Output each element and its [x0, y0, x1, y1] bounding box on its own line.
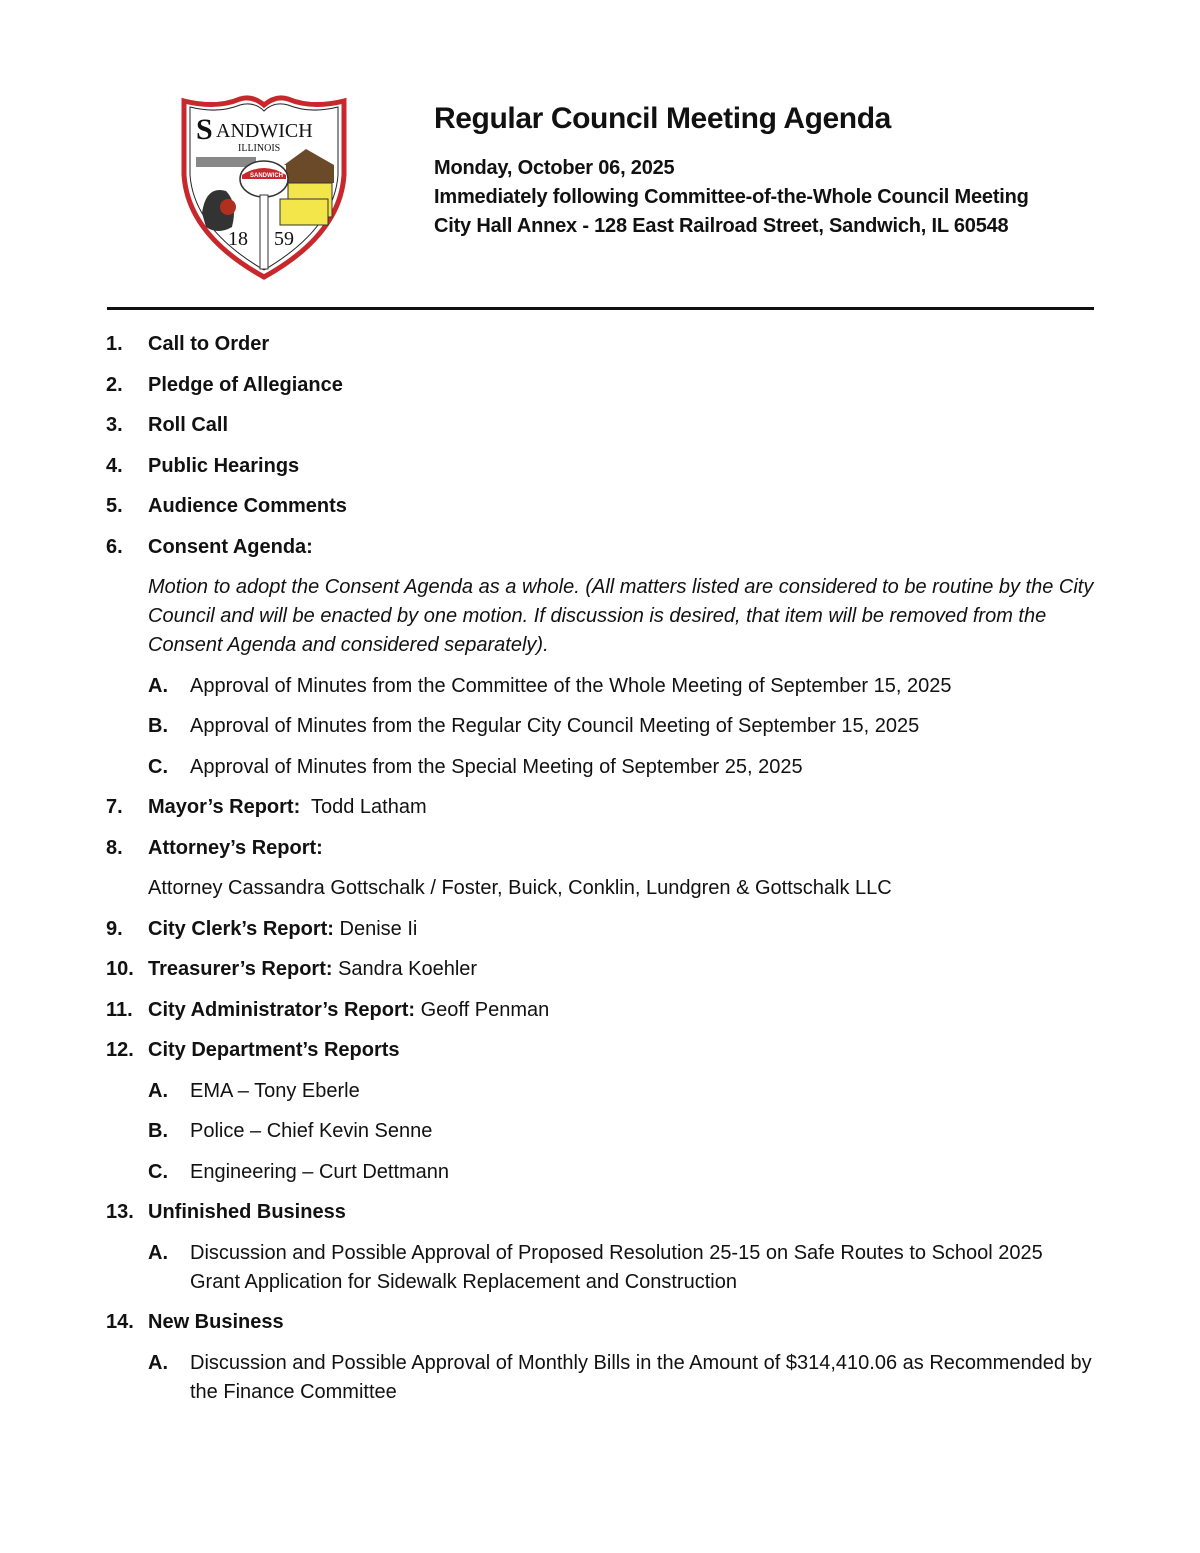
item-number: 3.	[106, 414, 123, 436]
agenda-item	[106, 452, 1096, 481]
item-label: Unfinished Business	[148, 1201, 346, 1223]
sub-item-text: Approval of Minutes from the Regular City Council Meeting of September 15, 2025	[190, 715, 920, 737]
attorney-note: Attorney Cassandra Gottschalk / Foster, Buick, Conklin, Lundgren & Gottschalk LLC	[148, 877, 892, 899]
item-number: 4.	[106, 454, 123, 477]
item-number: 6.	[106, 535, 123, 558]
sub-item	[148, 1117, 1096, 1146]
sub-item	[148, 753, 1096, 782]
sub-item	[148, 1077, 1096, 1106]
item-label: Treasurer’s Report:	[148, 958, 333, 980]
sub-item	[148, 1158, 1096, 1187]
sub-item-letter: A.	[148, 1241, 168, 1264]
item-number: 8.	[106, 836, 123, 859]
item-number: 14.	[106, 1311, 134, 1333]
item-label: Call to Order	[148, 333, 270, 355]
item-label: Consent Agenda:	[148, 535, 313, 558]
sub-item-letter: C.	[148, 755, 168, 778]
sub-item-text: Engineering – Curt Dettmann	[190, 1160, 450, 1183]
sub-item-text: Discussion and Possible Approval of Monthly Bills in the Amount of $314,410.06 as Recommended by the Finance Committee	[190, 1351, 1092, 1403]
sub-item	[148, 1349, 1096, 1407]
svg-text:59: 59	[274, 228, 294, 250]
sub-item	[148, 1239, 1096, 1297]
agenda-item-clerk	[106, 915, 1096, 944]
sub-item-letter: A.	[148, 1079, 168, 1102]
item-number: 13.	[106, 1201, 134, 1223]
agenda-item-treasurer	[106, 955, 1096, 984]
consent-agenda-note: Motion to adopt the Consent Agenda as a whole. (All matters listed are considered to be routine by the City Council and will be enacted by one motion. If discussion is desired, that item will be removed from the Consent Agenda and considered separately).	[148, 576, 1094, 656]
agenda-item-administrator	[106, 996, 1096, 1025]
agenda-item	[106, 492, 1096, 521]
meeting-date: Monday, October 06, 2025	[434, 157, 675, 179]
agenda-item-consent	[106, 533, 1096, 562]
item-number: 5.	[106, 495, 123, 517]
agenda-item-unfinished-business	[106, 1198, 1096, 1227]
sub-item-letter: B.	[148, 1120, 168, 1142]
sub-item-text: EMA – Tony Eberle	[190, 1079, 360, 1102]
agenda-item-attorney	[106, 834, 1096, 863]
item-number: 12.	[106, 1039, 134, 1061]
item-label: Public Hearings	[148, 454, 300, 477]
item-label: Pledge of Allegiance	[148, 373, 343, 396]
item-label: Mayor’s Report:	[148, 796, 301, 818]
meeting-location: City Hall Annex - 128 East Railroad Street, Sandwich, IL 60548	[434, 215, 1009, 237]
item-label: City Administrator’s Report:	[148, 998, 416, 1021]
item-value: Todd Latham	[300, 796, 427, 818]
agenda-list	[106, 330, 1096, 1418]
agenda-item	[106, 411, 1096, 440]
item-number: 7.	[106, 796, 123, 818]
agenda-item	[106, 330, 1096, 359]
city-seal-logo	[176, 95, 352, 281]
sub-item-text: Police – Chief Kevin Senne	[190, 1120, 433, 1142]
sub-item-text: Approval of Minutes from the Committee of the Whole Meeting of September 15, 2025	[190, 674, 952, 697]
document-header	[434, 100, 1029, 241]
agenda-item-new-business	[106, 1308, 1096, 1337]
sub-item	[148, 712, 1096, 741]
sub-item-letter: A.	[148, 674, 168, 697]
header-divider	[107, 307, 1094, 310]
agenda-item	[106, 371, 1096, 400]
sub-item-letter: A.	[148, 1351, 168, 1374]
meeting-timing: Immediately following Committee-of-the-Whole Council Meeting	[434, 186, 1029, 208]
item-label: Roll Call	[148, 414, 229, 436]
item-label: Audience Comments	[148, 495, 347, 517]
item-label: City Department’s Reports	[148, 1039, 400, 1061]
sub-item-text: Discussion and Possible Approval of Proposed Resolution 25-15 on Safe Routes to School 2025 Grant Application for Sidewalk Replacement and Construction	[190, 1241, 1043, 1293]
item-label: New Business	[148, 1311, 284, 1333]
agenda-item-departments	[106, 1036, 1096, 1065]
item-label: City Clerk’s Report:	[148, 917, 334, 940]
sub-item	[148, 672, 1096, 701]
svg-text:ANDWICH: ANDWICH	[216, 120, 313, 142]
item-number: 2.	[106, 373, 123, 396]
item-value: Sandra Koehler	[332, 958, 478, 980]
svg-text:ILLINOIS: ILLINOIS	[238, 143, 281, 154]
sub-item-letter: B.	[148, 715, 168, 737]
item-value: Denise Ii	[333, 917, 418, 940]
item-number: 1.	[106, 333, 123, 355]
svg-text:S: S	[196, 113, 213, 146]
agenda-item-mayor	[106, 793, 1096, 822]
seal-icon	[176, 95, 352, 281]
item-label: Attorney’s Report:	[148, 836, 323, 859]
item-number: 10.	[106, 958, 134, 980]
svg-text:SANDWICH: SANDWICH	[250, 173, 283, 179]
item-number: 9.	[106, 917, 123, 940]
page-title: Regular Council Meeting Agenda	[434, 102, 891, 135]
item-number: 11.	[106, 998, 133, 1021]
sub-item-letter: C.	[148, 1160, 168, 1183]
item-value: Geoff Penman	[415, 998, 550, 1021]
sub-item-text: Approval of Minutes from the Special Meeting of September 25, 2025	[190, 755, 803, 778]
svg-text:18: 18	[228, 228, 248, 250]
